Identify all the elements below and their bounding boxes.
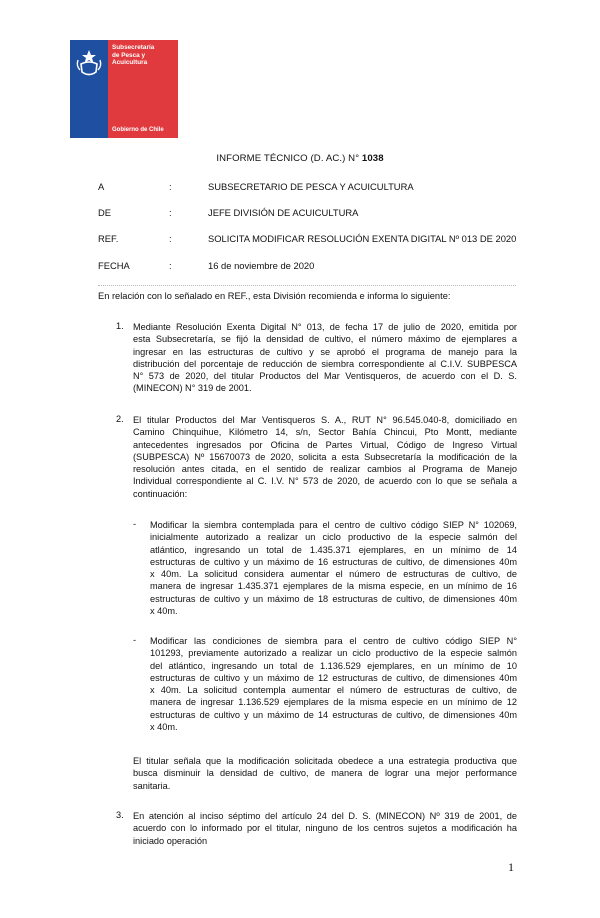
logo-text [112,44,154,67]
item-2-paragraph [133,414,517,500]
bullet-1-paragraph [150,519,517,617]
government-logo [70,40,178,138]
text-line: El titular Productos del Mar Ventisqueros S. A., RUT N° 96.545.040-8, domiciliado en [133,415,517,425]
text-line: (SUBPESCA) Nº 15670073 de 2020, solicita a esta Subsecretaría la modificación de la [133,451,517,462]
text-line: sanitaria. [133,780,171,791]
item-3-paragraph [133,810,517,847]
text-line: iniciado operación [133,835,208,846]
text-line: esta Subsecretaría, se fijó la densidad de cultivo, el número máximo de ejemplares a [133,334,517,345]
text-line: antecedentes ingresados por Oficina de Partes Virtual, Código de Ingreso Virtual [133,439,517,450]
text-line: x 40m. La solicitud contempla aumentar el número de estructuras de cultivo, de [150,685,517,696]
text-line: atlántico, ingresando un total de 1.435.371 ejemplares, en un mínimo de 14 [150,544,517,555]
logo-line-2: de Pesca y [112,51,146,59]
logo-blue-panel [70,40,108,138]
header-value: SOLICITA MODIFICAR RESOLUCIÓN EXENTA DIGITAL Nº 013 DE 2020 [208,233,517,244]
text-line: El titular señala que la modificación solicitada obedece a una estrategia productiva que [133,756,517,766]
header-value: 16 de noviembre de 2020 [208,260,315,271]
text-line: 101293, previamente autorizado a realizar un ciclo productivo de la especie salmón [150,648,517,659]
text-line: busca disminuir la densidad de cultivo, de manera de lograr una mejor performance [133,768,517,779]
item-number: 3. [116,810,124,820]
item-1-paragraph [133,321,517,395]
text-line: estructuras de cultivo y un máximo de 12 estructuras de cultivo, de dimensiones 40m [150,672,517,683]
header-divider [98,285,516,286]
logo-line-1: Subsecretaría [112,44,155,51]
intro-paragraph: En relación con lo señalado en REF., esta División recomienda e informa lo siguiente: [98,291,451,301]
page-number: 1 [508,860,514,874]
text-line: Mediante Resolución Exenta Digital N° 013, de fecha 17 de julio de 2020, emitida por [133,322,517,332]
text-line: estructuras de cultivo y un máximo de 18 estructuras de cultivo, de dimensiones 40m [150,593,517,604]
text-line: ingresar en las estructuras de cultivo y se aprobó el programa de manejo para la [133,346,517,357]
text-line: estructuras de cultivo y un máximo de 14 estructuras de cultivo, de dimensiones 40m [150,709,517,720]
text-line: (MINECON) N° 319 de 2001. [133,383,252,394]
text-line: En atención al inciso séptimo del artículo 24 del D. S. (MINECON) Nº 319 de 2001, de [133,811,517,821]
logo-footer: Gobierno de Chile [112,127,164,133]
header-value: JEFE DIVISIÓN DE ACUICULTURA [208,207,359,218]
item-number: 1. [116,321,124,331]
logo-line-3: Acuicultura [112,59,148,67]
text-line: manera de ingresar 1.435.371 ejemplares de la misma especie, en un mínimo de 16 [150,581,517,592]
text-line: Modificar la siembra contemplada para el centro de cultivo código SIEP N° 102069, [150,520,517,530]
header-value: SUBSECRETARIO DE PESCA Y ACUICULTURA [208,181,414,192]
bullet-2-paragraph [150,635,517,733]
item-number: 2. [116,414,124,424]
text-line: Camino Chinquihue, Kilómetro 14, s/n, Sector Bahía Chincui, Pto Montt, mediante [133,427,517,438]
bullet-dash: - [133,519,137,529]
header-label: A [98,181,105,192]
text-line: manera de ingresar 1.136.529 ejemplares de la misma especie en un mínimo de 12 [150,697,517,708]
text-line: N° 573 de 2020, del titular Productos del Mar Ventisqueros, de acuerdo con el D. S. [133,371,517,382]
text-line: Individual correspondiente al C. I.V. N° 573 de 2020, de acuerdo con lo que se señala a [133,476,517,487]
header-colon: : [169,207,172,218]
header-label: DE [98,207,112,218]
header-label: REF. [98,233,119,244]
report-title [0,153,600,164]
item-2-closing-paragraph [133,755,517,792]
text-line: x 40m. La solicitud considera aumentar el número de estructuras de cultivo, de [150,569,517,580]
report-title-prefix: INFORME TÉCNICO (D. AC.) N° [216,153,360,164]
coat-of-arms-icon [75,48,103,78]
text-line: continuación: [133,488,188,499]
text-line: x 40m. [150,722,178,733]
text-line: Modificar las condiciones de siembra para el centro de cultivo código SIEP N° [150,636,517,646]
text-line: acuerdo con lo informado por el titular, ninguno de los centros sujetos a modificación ha [133,823,517,834]
text-line: del atlántico, ingresando un total de 1.136.529 ejemplares, en un mínimo de 10 [150,660,517,671]
text-line: inicialmente autorizado a realizar un ciclo productivo de la especie salmón del [150,532,517,543]
text-line: distribución del porcentaje de reducción de siembra correspondiente al C.I.V. SUBPESCA [133,358,517,369]
bullet-dash: - [133,635,137,645]
report-number: 1038 [361,153,384,164]
header-colon: : [169,233,172,244]
text-line: resolución antes citada, en el sentido de realizar cambios al Programa de Manejo [133,464,517,475]
text-line: estructuras de cultivo y un máximo de 16 estructuras de cultivo, de dimensiones 40m [150,556,517,567]
header-label: FECHA [98,260,130,271]
text-line: x 40m. [150,606,178,617]
header-colon: : [169,260,172,271]
header-colon: : [169,181,172,192]
